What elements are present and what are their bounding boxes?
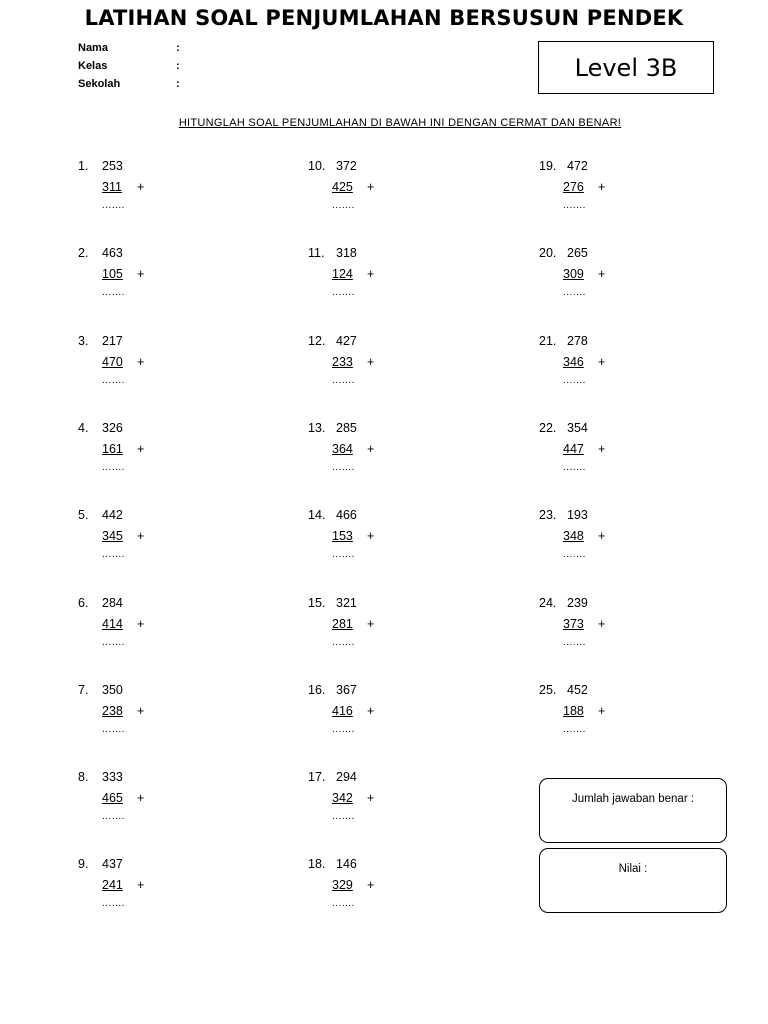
first-addend: 278 — [567, 334, 588, 348]
problem-number: 5. — [78, 508, 89, 522]
first-addend: 372 — [336, 159, 357, 173]
answer-blank[interactable]: ....... — [563, 462, 586, 473]
answer-blank[interactable]: ....... — [102, 898, 125, 909]
answer-blank[interactable]: ....... — [102, 637, 125, 648]
problem-number: 8. — [78, 770, 89, 784]
plus-sign: + — [598, 617, 606, 631]
plus-sign: + — [367, 442, 375, 456]
answer-blank[interactable]: ....... — [563, 200, 586, 211]
plus-sign: + — [367, 355, 375, 369]
second-addend: 425 — [332, 180, 353, 194]
problem-number: 22. — [539, 421, 557, 435]
problem-number: 4. — [78, 421, 89, 435]
answer-blank[interactable]: ....... — [563, 549, 586, 560]
plus-sign: + — [598, 355, 606, 369]
second-addend: 364 — [332, 442, 353, 456]
first-addend: 326 — [102, 421, 123, 435]
correct-answers-box — [539, 778, 727, 843]
problem-number: 15. — [308, 596, 326, 610]
info-row-nama — [78, 42, 180, 60]
page-title: LATIHAN SOAL PENJUMLAHAN BERSUSUN PENDEK — [84, 6, 684, 30]
second-addend: 373 — [563, 617, 584, 631]
second-addend: 281 — [332, 617, 353, 631]
answer-blank[interactable]: ....... — [332, 462, 355, 473]
first-addend: 285 — [336, 421, 357, 435]
first-addend: 265 — [567, 246, 588, 260]
problem-number: 12. — [308, 334, 326, 348]
second-addend: 161 — [102, 442, 123, 456]
second-addend: 346 — [563, 355, 584, 369]
plus-sign: + — [137, 617, 145, 631]
answer-blank[interactable]: ....... — [332, 200, 355, 211]
second-addend: 311 — [102, 180, 122, 194]
first-addend: 294 — [336, 770, 357, 784]
problem-number: 6. — [78, 596, 89, 610]
answer-blank[interactable]: ....... — [102, 462, 125, 473]
plus-sign: + — [598, 267, 606, 281]
second-addend: 348 — [563, 529, 584, 543]
plus-sign: + — [598, 529, 606, 543]
info-row-kelas — [78, 60, 180, 78]
plus-sign: + — [137, 355, 145, 369]
second-addend: 345 — [102, 529, 123, 543]
first-addend: 333 — [102, 770, 123, 784]
second-addend: 342 — [332, 791, 353, 805]
first-addend: 472 — [567, 159, 588, 173]
second-addend: 465 — [102, 791, 123, 805]
problem-number: 13. — [308, 421, 326, 435]
problem-number: 2. — [78, 246, 89, 260]
answer-blank[interactable]: ....... — [332, 724, 355, 735]
first-addend: 350 — [102, 683, 123, 697]
second-addend: 447 — [563, 442, 584, 456]
plus-sign: + — [137, 442, 145, 456]
first-addend: 193 — [567, 508, 588, 522]
plus-sign: + — [137, 267, 145, 281]
problem-number: 1. — [78, 159, 89, 173]
kelas-colon: : — [176, 60, 180, 72]
first-addend: 354 — [567, 421, 588, 435]
answer-blank[interactable]: ....... — [563, 375, 586, 386]
problem-number: 19. — [539, 159, 557, 173]
grade-label: Nilai : — [618, 863, 648, 875]
student-info — [78, 42, 180, 96]
first-addend: 146 — [336, 857, 357, 871]
instruction: HITUNGLAH SOAL PENJUMLAHAN DI BAWAH INI DENGAN CERMAT DAN BENAR! — [178, 117, 622, 129]
first-addend: 318 — [336, 246, 357, 260]
problem-number: 7. — [78, 683, 89, 697]
problem-number: 9. — [78, 857, 89, 871]
plus-sign: + — [137, 529, 145, 543]
problem-number: 21. — [539, 334, 557, 348]
answer-blank[interactable]: ....... — [563, 724, 586, 735]
second-addend: 233 — [332, 355, 353, 369]
problem-number: 11. — [308, 246, 325, 260]
answer-blank[interactable]: ....... — [102, 375, 125, 386]
second-addend: 124 — [332, 267, 353, 281]
second-addend: 309 — [563, 267, 584, 281]
second-addend: 105 — [102, 267, 123, 281]
first-addend: 442 — [102, 508, 123, 522]
sekolah-label: Sekolah — [78, 78, 121, 90]
answer-blank[interactable]: ....... — [102, 811, 125, 822]
answer-blank[interactable]: ....... — [102, 287, 125, 298]
plus-sign: + — [367, 529, 375, 543]
correct-answers-label: Jumlah jawaban benar : — [571, 793, 695, 805]
problem-number: 17. — [308, 770, 326, 784]
answer-blank[interactable]: ....... — [332, 637, 355, 648]
answer-blank[interactable]: ....... — [102, 549, 125, 560]
answer-blank[interactable]: ....... — [332, 811, 355, 822]
first-addend: 217 — [102, 334, 123, 348]
second-addend: 188 — [563, 704, 584, 718]
level-box: Level 3B — [538, 41, 714, 94]
info-row-sekolah — [78, 78, 180, 96]
first-addend: 427 — [336, 334, 357, 348]
plus-sign: + — [137, 180, 145, 194]
second-addend: 276 — [563, 180, 584, 194]
problem-number: 20. — [539, 246, 557, 260]
plus-sign: + — [598, 180, 606, 194]
plus-sign: + — [367, 180, 375, 194]
first-addend: 463 — [102, 246, 123, 260]
first-addend: 284 — [102, 596, 123, 610]
first-addend: 321 — [336, 596, 357, 610]
problem-number: 14. — [308, 508, 326, 522]
second-addend: 329 — [332, 878, 353, 892]
plus-sign: + — [598, 704, 606, 718]
first-addend: 466 — [336, 508, 357, 522]
plus-sign: + — [367, 267, 375, 281]
nama-label: Nama — [78, 42, 108, 54]
answer-blank[interactable]: ....... — [332, 898, 355, 909]
plus-sign: + — [137, 704, 145, 718]
problem-number: 18. — [308, 857, 326, 871]
sekolah-colon: : — [176, 78, 180, 90]
problem-number: 10. — [308, 159, 326, 173]
answer-blank[interactable]: ....... — [332, 287, 355, 298]
first-addend: 367 — [336, 683, 357, 697]
second-addend: 416 — [332, 704, 353, 718]
second-addend: 414 — [102, 617, 123, 631]
problem-number: 3. — [78, 334, 89, 348]
problem-number: 16. — [308, 683, 326, 697]
answer-blank[interactable]: ....... — [563, 637, 586, 648]
answer-blank[interactable]: ....... — [563, 287, 586, 298]
plus-sign: + — [137, 878, 145, 892]
plus-sign: + — [137, 791, 145, 805]
plus-sign: + — [367, 878, 375, 892]
first-addend: 437 — [102, 857, 123, 871]
answer-blank[interactable]: ....... — [332, 375, 355, 386]
first-addend: 452 — [567, 683, 588, 697]
first-addend: 253 — [102, 159, 123, 173]
first-addend: 239 — [567, 596, 588, 610]
problem-number: 25. — [539, 683, 557, 697]
plus-sign: + — [367, 704, 375, 718]
plus-sign: + — [598, 442, 606, 456]
grade-box — [539, 848, 727, 913]
answer-blank[interactable]: ....... — [102, 724, 125, 735]
second-addend: 238 — [102, 704, 123, 718]
problem-number: 24. — [539, 596, 557, 610]
answer-blank[interactable]: ....... — [102, 200, 125, 211]
second-addend: 153 — [332, 529, 353, 543]
second-addend: 241 — [102, 878, 123, 892]
plus-sign: + — [367, 791, 375, 805]
answer-blank[interactable]: ....... — [332, 549, 355, 560]
nama-colon: : — [176, 42, 180, 54]
problem-number: 23. — [539, 508, 557, 522]
second-addend: 470 — [102, 355, 123, 369]
plus-sign: + — [367, 617, 375, 631]
kelas-label: Kelas — [78, 60, 108, 72]
